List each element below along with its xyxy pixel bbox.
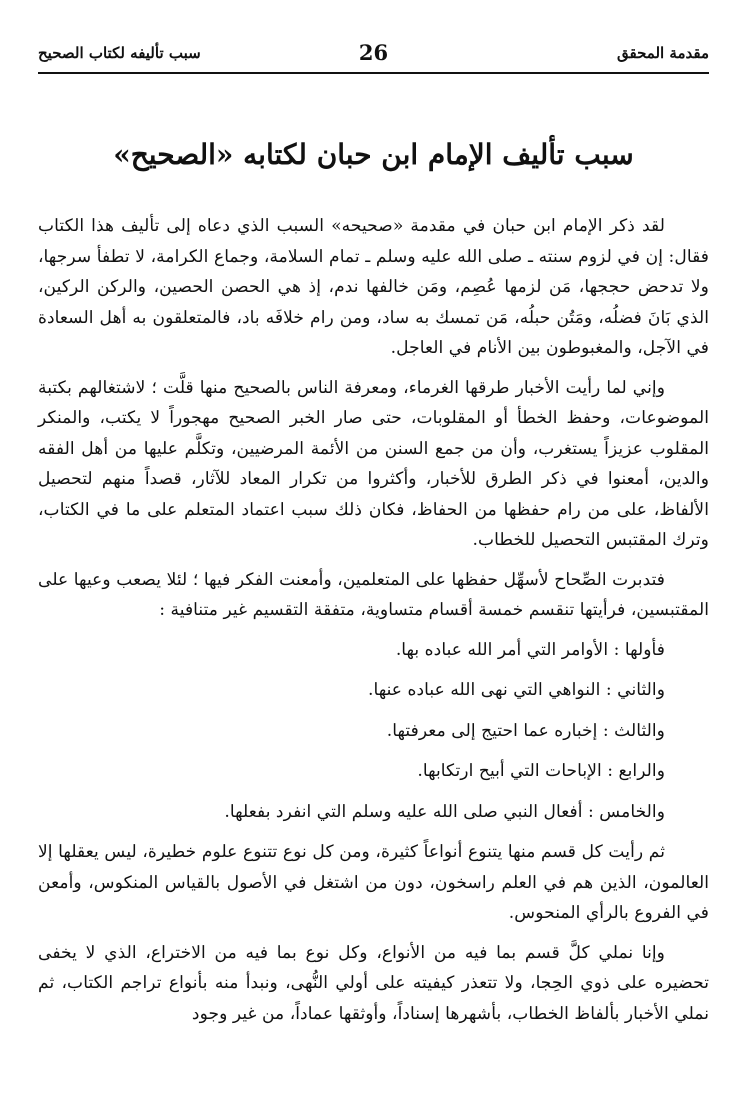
paragraph-types: ثم رأيت كل قسم منها يتنوع أنواعاً كثيرة، ومن كل نوع تتنوع علوم خطيرة، ليس يعقلها إلا العالمون، الذين هم في العلم راسخون، دون من اشتغل في الأصول بالقياس المنكوس، وأمعن في الفروع بالرأي المنحوس. — [38, 842, 709, 923]
paragraph-reason: وإني لما رأيت الأخبار طرقها الغرماء، ومعرفة الناس بالصحيح منها قلَّت ؛ لاشتغالهم بكتبة الموضوعات، وحفظ الخطأ أو المقلوبات، حتى صار الخبر الصحيح مهجوراً لا يكتب، والمنكر المقلوب عزيزاً يستغرب، وأن من جمع السنن من الأئمة المرضيين، وتكلَّم عليها من أهل الفقه والدين، أمعنوا في ذكر الطرق للأخبار، وأكثروا من تكرار المعاد للآثار، قصداً منهم لتحصيل الألفاظ، على من رام حفظها من الحفاظ، فكان ذلك سبب اعتماد المتعلم على ما في الكتاب، وترك المقتبس التحصيل للخطاب. — [38, 377, 709, 550]
header-section-title: مقدمة المحقق — [617, 44, 709, 62]
list-item-third: والثالث : إخباره عما احتيج إلى معرفتها. — [386, 720, 665, 741]
list-item-fourth: والرابع : الإباحات التي أبيح ارتكابها. — [417, 761, 665, 781]
list-item-fifth: والخامس : أفعال النبي صلى الله عليه وسلم التي انفرد بفعلها. — [224, 801, 665, 822]
page-number: 26 — [358, 40, 389, 65]
paragraph-method: وإنا نملي كلَّ قسم بما فيه من الأنواع، وكل نوع بما فيه من الاختراع، الذي لا يخفى تحضيره على ذوي الحِجا، ولا تتعذر كيفيته على أولي النُّهى، ونبدأ منه بأنواع تراجم الكتاب، ثم نملي الأخبار بألفاظ الخطاب، بأشهرها إسناداً، وأوثقها عماداً، من غير وجود — [38, 942, 709, 1024]
header-chapter-title: سبب تأليفه لكتاب الصحيح — [38, 44, 201, 62]
body-text — [38, 211, 709, 1029]
header-rule — [38, 72, 709, 74]
running-header — [38, 0, 709, 76]
list-item-second: والثاني : النواهي التي نهى الله عباده عنها. — [368, 680, 665, 700]
chapter-title: سبب تأليف الإمام ابن حبان لكتابه «الصحيح» — [113, 138, 634, 171]
paragraph-intro: لقد ذكر الإمام ابن حبان في مقدمة «صحيحه» السبب الذي دعاه إلى تأليف هذا الكتاب فقال: إن في لزوم سنته ـ صلى الله عليه وسلم ـ تمام السلامة، وجماع الكرامة، لا تطفأ سرجها، ولا تدحض حججها، مَن لزمها عُصِم، ومَن خالفها ندم، إذ هي الحصن الحصين، والركن الركين، الذي بَانَ فضلُه، ومَتُن حبلُه، مَن تمسك به ساد، ومن رام خلافَه باد، فالمتعلقون به أهل السعادة في الآجل، والمغبوطون بين الأنام في العاجل. — [38, 216, 709, 358]
list-item-first: فأولها : الأوامر التي أمر الله عباده بها. — [395, 639, 665, 660]
paragraph-division: فتدبرت الصِّحاح لأسهِّل حفظها على المتعلمين، وأمعنت الفكر فيها ؛ لئلا يصعب وعيها على المقتبسين، فرأيتها تنقسم خمسة أقسام متساوية، متفقة التقسيم غير متنافية : — [38, 569, 709, 620]
